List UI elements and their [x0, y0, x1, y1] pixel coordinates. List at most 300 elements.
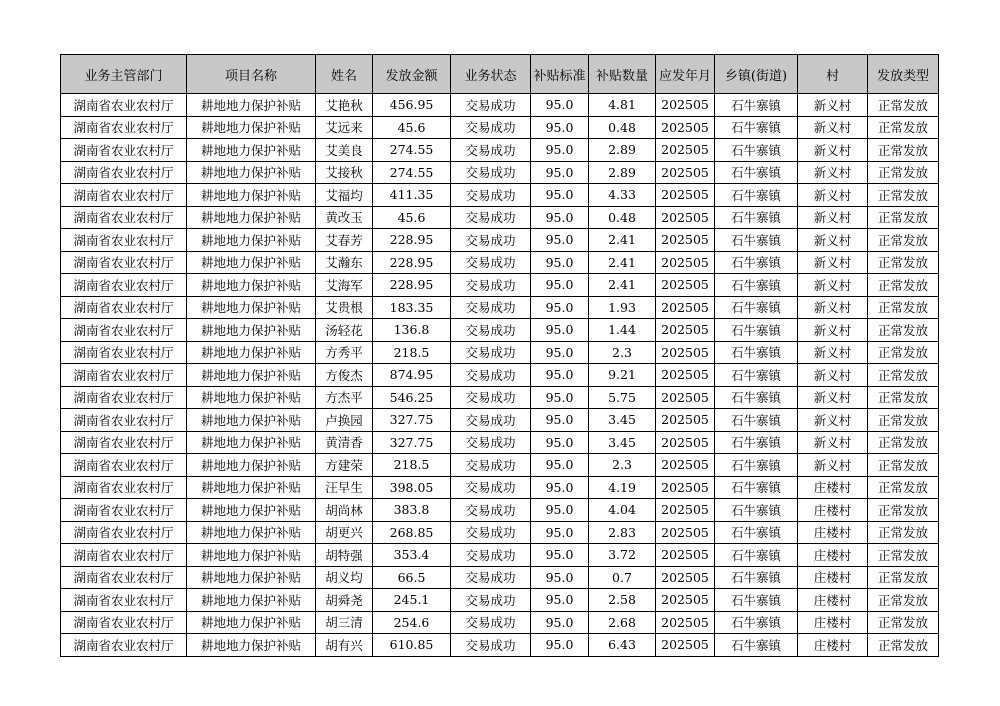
cell-amount: 411.35 — [373, 184, 451, 207]
cell-status: 交易成功 — [451, 94, 531, 117]
cell-payment-type: 正常发放 — [868, 544, 939, 567]
cell-village: 新义村 — [798, 386, 868, 409]
cell-department: 湖南省农业农村厅 — [61, 589, 187, 612]
cell-department: 湖南省农业农村厅 — [61, 431, 187, 454]
cell-subsidy-quantity: 2.3 — [589, 341, 656, 364]
column-header-subsidy-standard: 补贴标准 — [531, 55, 589, 94]
cell-subsidy-standard: 95.0 — [531, 319, 589, 342]
cell-project-name: 耕地地力保护补贴 — [187, 139, 316, 162]
cell-subsidy-standard: 95.0 — [531, 499, 589, 522]
table-row — [61, 94, 939, 117]
cell-year-month: 202505 — [656, 409, 715, 432]
cell-name: 胡更兴 — [316, 521, 373, 544]
cell-year-month: 202505 — [656, 364, 715, 387]
cell-department: 湖南省农业农村厅 — [61, 116, 187, 139]
cell-project-name: 耕地地力保护补贴 — [187, 296, 316, 319]
cell-status: 交易成功 — [451, 341, 531, 364]
table-row — [61, 454, 939, 477]
cell-department: 湖南省农业农村厅 — [61, 274, 187, 297]
cell-status: 交易成功 — [451, 589, 531, 612]
table-row — [61, 589, 939, 612]
cell-payment-type: 正常发放 — [868, 589, 939, 612]
cell-subsidy-quantity: 1.44 — [589, 319, 656, 342]
cell-subsidy-standard: 95.0 — [531, 206, 589, 229]
cell-name: 艾春芳 — [316, 229, 373, 252]
cell-township: 石牛寨镇 — [715, 544, 798, 567]
column-header-project-name: 项目名称 — [187, 55, 316, 94]
cell-payment-type: 正常发放 — [868, 566, 939, 589]
cell-subsidy-quantity: 4.81 — [589, 94, 656, 117]
cell-amount: 327.75 — [373, 431, 451, 454]
cell-subsidy-standard: 95.0 — [531, 341, 589, 364]
cell-payment-type: 正常发放 — [868, 116, 939, 139]
cell-status: 交易成功 — [451, 566, 531, 589]
cell-subsidy-standard: 95.0 — [531, 611, 589, 634]
cell-village: 庄楼村 — [798, 611, 868, 634]
cell-subsidy-quantity: 6.43 — [589, 634, 656, 657]
cell-village: 新义村 — [798, 431, 868, 454]
cell-township: 石牛寨镇 — [715, 251, 798, 274]
cell-year-month: 202505 — [656, 206, 715, 229]
cell-year-month: 202505 — [656, 476, 715, 499]
cell-department: 湖南省农业农村厅 — [61, 206, 187, 229]
cell-year-month: 202505 — [656, 454, 715, 477]
cell-amount: 398.05 — [373, 476, 451, 499]
cell-year-month: 202505 — [656, 589, 715, 612]
cell-amount: 245.1 — [373, 589, 451, 612]
cell-payment-type: 正常发放 — [868, 431, 939, 454]
table-row — [61, 229, 939, 252]
cell-township: 石牛寨镇 — [715, 184, 798, 207]
cell-name: 黄清香 — [316, 431, 373, 454]
cell-subsidy-standard: 95.0 — [531, 431, 589, 454]
cell-year-month: 202505 — [656, 611, 715, 634]
cell-project-name: 耕地地力保护补贴 — [187, 589, 316, 612]
cell-status: 交易成功 — [451, 139, 531, 162]
cell-subsidy-quantity: 2.3 — [589, 454, 656, 477]
cell-department: 湖南省农业农村厅 — [61, 454, 187, 477]
cell-project-name: 耕地地力保护补贴 — [187, 161, 316, 184]
cell-subsidy-standard: 95.0 — [531, 386, 589, 409]
cell-subsidy-quantity: 2.89 — [589, 161, 656, 184]
cell-township: 石牛寨镇 — [715, 476, 798, 499]
cell-year-month: 202505 — [656, 161, 715, 184]
table-row — [61, 499, 939, 522]
cell-subsidy-quantity: 0.7 — [589, 566, 656, 589]
cell-township: 石牛寨镇 — [715, 161, 798, 184]
cell-village: 新义村 — [798, 229, 868, 252]
cell-year-month: 202505 — [656, 341, 715, 364]
cell-year-month: 202505 — [656, 229, 715, 252]
cell-township: 石牛寨镇 — [715, 341, 798, 364]
cell-payment-type: 正常发放 — [868, 251, 939, 274]
table-row — [61, 319, 939, 342]
cell-department: 湖南省农业农村厅 — [61, 139, 187, 162]
column-header-year-month: 应发年月 — [656, 55, 715, 94]
cell-year-month: 202505 — [656, 296, 715, 319]
cell-subsidy-standard: 95.0 — [531, 364, 589, 387]
cell-status: 交易成功 — [451, 454, 531, 477]
cell-payment-type: 正常发放 — [868, 206, 939, 229]
cell-subsidy-standard: 95.0 — [531, 634, 589, 657]
cell-department: 湖南省农业农村厅 — [61, 94, 187, 117]
cell-name: 黄改玉 — [316, 206, 373, 229]
cell-year-month: 202505 — [656, 386, 715, 409]
column-header-amount: 发放金额 — [373, 55, 451, 94]
cell-village: 新义村 — [798, 454, 868, 477]
cell-amount: 546.25 — [373, 386, 451, 409]
cell-status: 交易成功 — [451, 544, 531, 567]
cell-project-name: 耕地地力保护补贴 — [187, 229, 316, 252]
cell-department: 湖南省农业农村厅 — [61, 364, 187, 387]
subsidy-table — [60, 54, 939, 657]
cell-project-name: 耕地地力保护补贴 — [187, 274, 316, 297]
cell-department: 湖南省农业农村厅 — [61, 634, 187, 657]
cell-amount: 383.8 — [373, 499, 451, 522]
cell-subsidy-standard: 95.0 — [531, 521, 589, 544]
cell-subsidy-quantity: 4.33 — [589, 184, 656, 207]
table-row — [61, 566, 939, 589]
cell-name: 艾美良 — [316, 139, 373, 162]
cell-project-name: 耕地地力保护补贴 — [187, 431, 316, 454]
cell-department: 湖南省农业农村厅 — [61, 184, 187, 207]
table-row — [61, 544, 939, 567]
cell-amount: 45.6 — [373, 206, 451, 229]
cell-village: 新义村 — [798, 274, 868, 297]
cell-year-month: 202505 — [656, 521, 715, 544]
cell-project-name: 耕地地力保护补贴 — [187, 611, 316, 634]
cell-payment-type: 正常发放 — [868, 319, 939, 342]
cell-status: 交易成功 — [451, 409, 531, 432]
table-row — [61, 431, 939, 454]
cell-name: 方建荣 — [316, 454, 373, 477]
cell-year-month: 202505 — [656, 544, 715, 567]
cell-subsidy-quantity: 9.21 — [589, 364, 656, 387]
table-row — [61, 341, 939, 364]
cell-township: 石牛寨镇 — [715, 274, 798, 297]
cell-amount: 228.95 — [373, 251, 451, 274]
column-header-department: 业务主管部门 — [61, 55, 187, 94]
cell-village: 庄楼村 — [798, 476, 868, 499]
cell-subsidy-quantity: 4.04 — [589, 499, 656, 522]
cell-status: 交易成功 — [451, 634, 531, 657]
cell-township: 石牛寨镇 — [715, 139, 798, 162]
cell-village: 庄楼村 — [798, 589, 868, 612]
cell-project-name: 耕地地力保护补贴 — [187, 634, 316, 657]
cell-village: 庄楼村 — [798, 566, 868, 589]
cell-subsidy-quantity: 2.41 — [589, 274, 656, 297]
cell-amount: 218.5 — [373, 341, 451, 364]
cell-project-name: 耕地地力保护补贴 — [187, 94, 316, 117]
cell-village: 新义村 — [798, 161, 868, 184]
cell-township: 石牛寨镇 — [715, 386, 798, 409]
cell-subsidy-quantity: 2.83 — [589, 521, 656, 544]
cell-name: 艾远来 — [316, 116, 373, 139]
table-row — [61, 139, 939, 162]
subsidy-table-sheet — [60, 54, 939, 657]
cell-name: 汪早生 — [316, 476, 373, 499]
cell-year-month: 202505 — [656, 634, 715, 657]
cell-department: 湖南省农业农村厅 — [61, 386, 187, 409]
table-row — [61, 296, 939, 319]
cell-amount: 874.95 — [373, 364, 451, 387]
cell-payment-type: 正常发放 — [868, 476, 939, 499]
cell-amount: 228.95 — [373, 229, 451, 252]
cell-village: 庄楼村 — [798, 499, 868, 522]
cell-project-name: 耕地地力保护补贴 — [187, 364, 316, 387]
cell-project-name: 耕地地力保护补贴 — [187, 341, 316, 364]
cell-status: 交易成功 — [451, 251, 531, 274]
cell-year-month: 202505 — [656, 184, 715, 207]
cell-amount: 456.95 — [373, 94, 451, 117]
cell-status: 交易成功 — [451, 206, 531, 229]
cell-payment-type: 正常发放 — [868, 274, 939, 297]
cell-amount: 274.55 — [373, 161, 451, 184]
cell-project-name: 耕地地力保护补贴 — [187, 386, 316, 409]
cell-project-name: 耕地地力保护补贴 — [187, 544, 316, 567]
cell-department: 湖南省农业农村厅 — [61, 161, 187, 184]
cell-subsidy-quantity: 3.45 — [589, 409, 656, 432]
table-row — [61, 476, 939, 499]
cell-payment-type: 正常发放 — [868, 184, 939, 207]
cell-name: 艾艳秋 — [316, 94, 373, 117]
table-row — [61, 116, 939, 139]
cell-department: 湖南省农业农村厅 — [61, 229, 187, 252]
cell-project-name: 耕地地力保护补贴 — [187, 566, 316, 589]
cell-village: 新义村 — [798, 341, 868, 364]
cell-status: 交易成功 — [451, 296, 531, 319]
cell-department: 湖南省农业农村厅 — [61, 296, 187, 319]
cell-amount: 228.95 — [373, 274, 451, 297]
cell-subsidy-quantity: 2.89 — [589, 139, 656, 162]
cell-payment-type: 正常发放 — [868, 611, 939, 634]
cell-status: 交易成功 — [451, 431, 531, 454]
cell-subsidy-quantity: 2.41 — [589, 251, 656, 274]
cell-year-month: 202505 — [656, 499, 715, 522]
cell-project-name: 耕地地力保护补贴 — [187, 499, 316, 522]
cell-amount: 268.85 — [373, 521, 451, 544]
cell-status: 交易成功 — [451, 229, 531, 252]
cell-township: 石牛寨镇 — [715, 521, 798, 544]
cell-year-month: 202505 — [656, 431, 715, 454]
cell-status: 交易成功 — [451, 521, 531, 544]
cell-department: 湖南省农业农村厅 — [61, 409, 187, 432]
cell-payment-type: 正常发放 — [868, 229, 939, 252]
cell-township: 石牛寨镇 — [715, 431, 798, 454]
column-header-name: 姓名 — [316, 55, 373, 94]
table-body — [61, 94, 939, 657]
cell-name: 胡有兴 — [316, 634, 373, 657]
cell-status: 交易成功 — [451, 476, 531, 499]
column-header-township: 乡镇(街道) — [715, 55, 798, 94]
cell-amount: 183.35 — [373, 296, 451, 319]
cell-name: 卢换园 — [316, 409, 373, 432]
table-row — [61, 161, 939, 184]
cell-amount: 136.8 — [373, 319, 451, 342]
cell-subsidy-quantity: 3.72 — [589, 544, 656, 567]
cell-payment-type: 正常发放 — [868, 139, 939, 162]
cell-amount: 353.4 — [373, 544, 451, 567]
cell-village: 庄楼村 — [798, 521, 868, 544]
cell-township: 石牛寨镇 — [715, 364, 798, 387]
cell-status: 交易成功 — [451, 184, 531, 207]
cell-status: 交易成功 — [451, 499, 531, 522]
cell-township: 石牛寨镇 — [715, 116, 798, 139]
cell-subsidy-standard: 95.0 — [531, 116, 589, 139]
cell-amount: 45.6 — [373, 116, 451, 139]
cell-subsidy-quantity: 0.48 — [589, 116, 656, 139]
cell-name: 方秀平 — [316, 341, 373, 364]
cell-name: 艾贵根 — [316, 296, 373, 319]
cell-status: 交易成功 — [451, 386, 531, 409]
cell-name: 艾福均 — [316, 184, 373, 207]
cell-payment-type: 正常发放 — [868, 386, 939, 409]
cell-village: 新义村 — [798, 251, 868, 274]
cell-payment-type: 正常发放 — [868, 296, 939, 319]
cell-township: 石牛寨镇 — [715, 206, 798, 229]
cell-payment-type: 正常发放 — [868, 161, 939, 184]
cell-year-month: 202505 — [656, 251, 715, 274]
cell-name: 艾接秋 — [316, 161, 373, 184]
cell-subsidy-quantity: 5.75 — [589, 386, 656, 409]
cell-status: 交易成功 — [451, 319, 531, 342]
cell-subsidy-standard: 95.0 — [531, 296, 589, 319]
cell-subsidy-standard: 95.0 — [531, 161, 589, 184]
cell-township: 石牛寨镇 — [715, 499, 798, 522]
cell-village: 庄楼村 — [798, 634, 868, 657]
table-row — [61, 274, 939, 297]
cell-township: 石牛寨镇 — [715, 611, 798, 634]
column-header-village: 村 — [798, 55, 868, 94]
cell-name: 胡尚林 — [316, 499, 373, 522]
cell-status: 交易成功 — [451, 161, 531, 184]
cell-subsidy-quantity: 2.41 — [589, 229, 656, 252]
cell-department: 湖南省农业农村厅 — [61, 319, 187, 342]
cell-amount: 218.5 — [373, 454, 451, 477]
cell-year-month: 202505 — [656, 116, 715, 139]
cell-amount: 66.5 — [373, 566, 451, 589]
cell-department: 湖南省农业农村厅 — [61, 341, 187, 364]
cell-amount: 327.75 — [373, 409, 451, 432]
cell-township: 石牛寨镇 — [715, 94, 798, 117]
cell-department: 湖南省农业农村厅 — [61, 544, 187, 567]
cell-subsidy-quantity: 3.45 — [589, 431, 656, 454]
cell-subsidy-quantity: 2.68 — [589, 611, 656, 634]
cell-payment-type: 正常发放 — [868, 521, 939, 544]
cell-subsidy-standard: 95.0 — [531, 251, 589, 274]
cell-project-name: 耕地地力保护补贴 — [187, 476, 316, 499]
cell-department: 湖南省农业农村厅 — [61, 499, 187, 522]
cell-township: 石牛寨镇 — [715, 634, 798, 657]
cell-subsidy-standard: 95.0 — [531, 94, 589, 117]
cell-year-month: 202505 — [656, 319, 715, 342]
cell-payment-type: 正常发放 — [868, 341, 939, 364]
cell-subsidy-quantity: 0.48 — [589, 206, 656, 229]
header-row — [61, 55, 939, 94]
table-row — [61, 251, 939, 274]
cell-subsidy-standard: 95.0 — [531, 566, 589, 589]
cell-year-month: 202505 — [656, 139, 715, 162]
cell-project-name: 耕地地力保护补贴 — [187, 116, 316, 139]
cell-village: 新义村 — [798, 296, 868, 319]
cell-subsidy-quantity: 4.19 — [589, 476, 656, 499]
cell-status: 交易成功 — [451, 116, 531, 139]
cell-subsidy-standard: 95.0 — [531, 589, 589, 612]
cell-village: 新义村 — [798, 364, 868, 387]
cell-name: 艾海军 — [316, 274, 373, 297]
table-row — [61, 364, 939, 387]
cell-payment-type: 正常发放 — [868, 409, 939, 432]
cell-township: 石牛寨镇 — [715, 454, 798, 477]
cell-status: 交易成功 — [451, 611, 531, 634]
cell-project-name: 耕地地力保护补贴 — [187, 184, 316, 207]
cell-payment-type: 正常发放 — [868, 499, 939, 522]
cell-department: 湖南省农业农村厅 — [61, 521, 187, 544]
cell-amount: 274.55 — [373, 139, 451, 162]
cell-subsidy-standard: 95.0 — [531, 409, 589, 432]
cell-subsidy-standard: 95.0 — [531, 476, 589, 499]
table-row — [61, 409, 939, 432]
cell-year-month: 202505 — [656, 94, 715, 117]
cell-status: 交易成功 — [451, 274, 531, 297]
cell-year-month: 202505 — [656, 274, 715, 297]
cell-township: 石牛寨镇 — [715, 229, 798, 252]
cell-payment-type: 正常发放 — [868, 364, 939, 387]
cell-subsidy-quantity: 1.93 — [589, 296, 656, 319]
column-header-status: 业务状态 — [451, 55, 531, 94]
table-row — [61, 611, 939, 634]
cell-village: 新义村 — [798, 116, 868, 139]
cell-name: 胡舜尧 — [316, 589, 373, 612]
cell-project-name: 耕地地力保护补贴 — [187, 454, 316, 477]
cell-department: 湖南省农业农村厅 — [61, 611, 187, 634]
cell-payment-type: 正常发放 — [868, 454, 939, 477]
table-row — [61, 521, 939, 544]
cell-amount: 254.6 — [373, 611, 451, 634]
column-header-subsidy-quantity: 补贴数量 — [589, 55, 656, 94]
cell-subsidy-standard: 95.0 — [531, 184, 589, 207]
cell-village: 新义村 — [798, 319, 868, 342]
column-header-payment-type: 发放类型 — [868, 55, 939, 94]
table-header — [61, 55, 939, 94]
cell-project-name: 耕地地力保护补贴 — [187, 521, 316, 544]
cell-project-name: 耕地地力保护补贴 — [187, 206, 316, 229]
table-row — [61, 184, 939, 207]
cell-subsidy-standard: 95.0 — [531, 544, 589, 567]
cell-village: 新义村 — [798, 206, 868, 229]
cell-project-name: 耕地地力保护补贴 — [187, 251, 316, 274]
cell-subsidy-quantity: 2.58 — [589, 589, 656, 612]
cell-payment-type: 正常发放 — [868, 94, 939, 117]
cell-name: 汤轻花 — [316, 319, 373, 342]
cell-township: 石牛寨镇 — [715, 296, 798, 319]
table-row — [61, 206, 939, 229]
cell-subsidy-standard: 95.0 — [531, 454, 589, 477]
cell-amount: 610.85 — [373, 634, 451, 657]
cell-status: 交易成功 — [451, 364, 531, 387]
cell-village: 新义村 — [798, 184, 868, 207]
cell-project-name: 耕地地力保护补贴 — [187, 319, 316, 342]
cell-project-name: 耕地地力保护补贴 — [187, 409, 316, 432]
cell-village: 庄楼村 — [798, 544, 868, 567]
cell-name: 胡三清 — [316, 611, 373, 634]
cell-payment-type: 正常发放 — [868, 634, 939, 657]
cell-subsidy-standard: 95.0 — [531, 274, 589, 297]
table-row — [61, 634, 939, 657]
cell-name: 方杰平 — [316, 386, 373, 409]
cell-village: 新义村 — [798, 409, 868, 432]
cell-department: 湖南省农业农村厅 — [61, 566, 187, 589]
